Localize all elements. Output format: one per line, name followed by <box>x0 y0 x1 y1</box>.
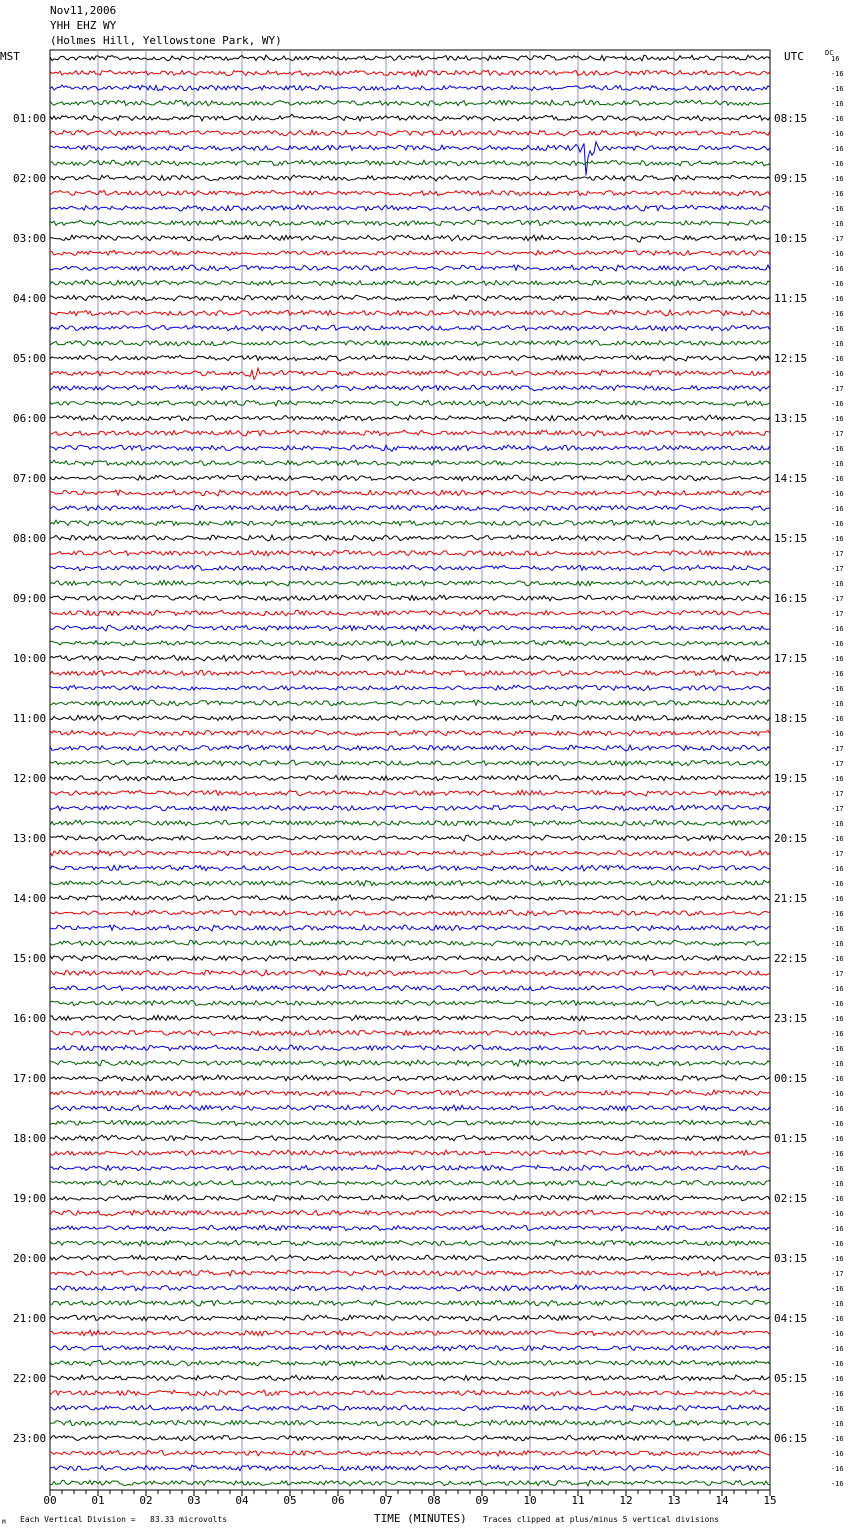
dc-offset-label: -16 <box>831 220 844 228</box>
seismic-trace <box>50 505 770 511</box>
seismic-trace <box>50 655 770 661</box>
right-time-label: 01:15 <box>774 1132 808 1145</box>
seismic-trace <box>50 1030 770 1036</box>
seismic-trace <box>50 355 770 361</box>
dc-offset-label: -16 <box>831 1315 844 1323</box>
x-tick-label: 15 <box>763 1494 777 1507</box>
dc-offset-label: -16 <box>831 250 844 258</box>
left-time-label: 01:00 <box>13 112 47 125</box>
left-time-label: 04:00 <box>13 292 47 305</box>
seismic-trace <box>50 160 770 166</box>
seismic-trace <box>50 595 770 601</box>
dc-offset-label: -16 <box>831 985 844 993</box>
seismic-trace <box>50 820 770 826</box>
left-time-label: 05:00 <box>13 352 47 365</box>
seismic-trace <box>50 640 770 646</box>
dc-offset-label: -16 <box>831 355 844 363</box>
left-time-label: 03:00 <box>13 232 47 245</box>
seismic-trace <box>50 985 770 990</box>
seismic-trace <box>50 685 770 690</box>
x-tick-label: 06 <box>331 1494 345 1507</box>
left-time-label: 14:00 <box>13 892 47 905</box>
dc-offset-label: -16 <box>831 1255 844 1263</box>
seismic-trace <box>50 880 770 886</box>
seismic-trace <box>50 415 770 421</box>
seismic-trace <box>50 1195 770 1201</box>
dc-offset-label: -16 <box>831 640 844 648</box>
dc-offset-label: -16 <box>831 1000 844 1008</box>
right-time-label: 18:15 <box>774 712 808 725</box>
left-time-label: 08:00 <box>13 532 47 545</box>
dc-offset-label: -17 <box>831 760 844 768</box>
seismic-trace <box>50 445 770 451</box>
dc-offset-label: -16 <box>831 445 844 453</box>
dc-offset-label: -16 <box>831 160 844 168</box>
x-tick-label: 07 <box>379 1494 393 1507</box>
right-time-label: 14:15 <box>774 472 808 485</box>
left-timezone-label: MST <box>0 50 20 63</box>
right-time-label: 20:15 <box>774 832 808 845</box>
right-time-label: 16:15 <box>774 592 808 605</box>
dc-offset-label: -17 <box>831 745 844 753</box>
dc-offset-label: -16 <box>831 1180 844 1188</box>
seismic-trace <box>50 565 770 571</box>
seismic-trace <box>50 1450 770 1456</box>
dc-offset-label: -16 <box>831 535 844 543</box>
dc-offset-label: -16 <box>831 70 844 78</box>
right-time-label: 05:15 <box>774 1372 808 1385</box>
seismic-trace <box>50 175 770 181</box>
dc-offset-label: -16 <box>831 1285 844 1293</box>
seismic-trace <box>50 142 770 176</box>
seismic-trace <box>50 730 770 736</box>
dc-label: DC <box>825 49 834 57</box>
seismic-trace <box>50 310 770 316</box>
seismic-trace <box>50 85 770 91</box>
dc-offset-label: -16 <box>831 415 844 423</box>
seismic-trace <box>50 940 770 946</box>
dc-offset-label: -16 <box>831 100 844 108</box>
left-time-label: 15:00 <box>13 952 47 965</box>
dc-offset-label: -16 <box>831 370 844 378</box>
dc-offset-label: -16 <box>831 940 844 948</box>
dc-offset-label: -16 <box>831 85 844 93</box>
seismic-trace <box>50 700 770 706</box>
seismic-trace <box>50 1330 770 1336</box>
seismic-trace <box>50 805 770 811</box>
dc-offset-label: -16 <box>831 310 844 318</box>
right-time-label: 04:15 <box>774 1312 808 1325</box>
x-tick-label: 03 <box>187 1494 201 1507</box>
seismic-trace <box>50 910 770 916</box>
dc-offset-label: -16 <box>831 835 844 843</box>
dc-offset-label: -16 <box>831 670 844 678</box>
seismic-trace <box>50 55 770 61</box>
dc-offset-label: -16 <box>831 505 844 513</box>
x-tick-label: 09 <box>475 1494 489 1507</box>
seismic-trace <box>50 190 770 196</box>
seismic-trace <box>50 1090 770 1096</box>
right-time-label: 09:15 <box>774 172 808 185</box>
seismic-trace <box>50 745 770 751</box>
dc-offset-label: -17 <box>831 610 844 618</box>
seismic-trace <box>50 1255 770 1261</box>
dc-offset-label: -16 <box>831 1420 844 1428</box>
dc-offset-label: -16 <box>831 1480 844 1488</box>
logo-mark: M <box>2 1519 6 1526</box>
seismic-trace <box>50 1135 770 1141</box>
dc-offset-label: -17 <box>831 235 844 243</box>
left-time-label: 10:00 <box>13 652 47 665</box>
seismic-trace <box>50 1000 770 1006</box>
seismic-trace <box>50 340 770 345</box>
seismic-trace <box>50 865 770 871</box>
left-time-label: 09:00 <box>13 592 47 605</box>
station-code: YHH EHZ WY <box>50 19 117 32</box>
seismic-trace <box>50 775 770 780</box>
dc-offset-label: -16 <box>831 400 844 408</box>
seismic-trace <box>50 520 770 526</box>
dc-offset-label: -16 <box>831 1195 844 1203</box>
x-tick-label: 13 <box>667 1494 681 1507</box>
right-time-label: 12:15 <box>774 352 808 365</box>
dc-offset-label: -17 <box>831 790 844 798</box>
x-tick-label: 02 <box>139 1494 153 1507</box>
dc-offset-label: -16 <box>831 1120 844 1128</box>
seismic-trace <box>50 1045 770 1051</box>
right-time-label: 13:15 <box>774 412 808 425</box>
right-time-label: 00:15 <box>774 1072 808 1085</box>
dc-offset-label: -16 <box>831 1030 844 1038</box>
dc-offset-label: -16 <box>831 655 844 663</box>
seismic-trace <box>50 325 770 331</box>
seismic-trace <box>50 100 770 106</box>
dc-offset-label: -16 <box>831 175 844 183</box>
seismic-trace <box>50 460 770 465</box>
seismic-trace <box>50 250 770 255</box>
left-time-label: 13:00 <box>13 832 47 845</box>
dc-offset-label: -16 <box>831 1360 844 1368</box>
left-time-label: 11:00 <box>13 712 47 725</box>
dc-offset-label: -16 <box>831 520 844 528</box>
seismic-trace <box>50 895 770 900</box>
seismic-trace <box>50 790 770 796</box>
dc-offset-label: -17 <box>831 385 844 393</box>
dc-offset-label: -16 <box>831 715 844 723</box>
right-time-label: 21:15 <box>774 892 808 905</box>
right-time-label: 03:15 <box>774 1252 808 1265</box>
station-location: (Holmes Hill, Yellowstone Park, WY) <box>50 34 282 47</box>
dc-offset-label: -16 <box>831 1045 844 1053</box>
seismic-trace <box>50 1150 770 1156</box>
dc-offset-label: -16 <box>831 730 844 738</box>
right-time-label: 11:15 <box>774 292 808 305</box>
left-time-label: 17:00 <box>13 1072 47 1085</box>
dc-offset-label: -16 <box>831 955 844 963</box>
dc-offset-label: -16 <box>831 880 844 888</box>
left-time-label: 23:00 <box>13 1432 47 1445</box>
dc-offset-label: -16 <box>831 1225 844 1233</box>
seismic-trace <box>50 580 770 586</box>
seismic-trace <box>50 1315 770 1321</box>
dc-offset-label: -16 <box>831 1060 844 1068</box>
seismic-trace <box>50 1480 770 1486</box>
dc-offset-label: -16 <box>831 1300 844 1308</box>
dc-offset-label: -16 <box>831 925 844 933</box>
seismic-trace <box>50 670 770 676</box>
vertical-division-note: Each Vertical Division = 83.33 microvolts <box>20 1515 228 1524</box>
dc-offset-label: -16 <box>831 130 844 138</box>
dc-offset-label: -16 <box>831 910 844 918</box>
left-time-label: 06:00 <box>13 412 47 425</box>
dc-offset-label: -16 <box>831 895 844 903</box>
dc-offset-label: -16 <box>831 265 844 273</box>
left-time-label: 22:00 <box>13 1372 47 1385</box>
seismic-trace <box>50 1180 770 1186</box>
x-tick-label: 11 <box>571 1494 585 1507</box>
seismic-trace <box>50 368 770 379</box>
dc-offset-label: -17 <box>831 1270 844 1278</box>
seismic-trace <box>50 1285 770 1291</box>
seismic-trace <box>50 265 770 271</box>
dc-offset-label: 16 <box>831 55 840 63</box>
left-time-label: 02:00 <box>13 172 47 185</box>
dc-offset-label: -16 <box>831 1330 844 1338</box>
seismic-trace <box>50 1360 770 1366</box>
dc-offset-label: -16 <box>831 775 844 783</box>
right-time-label: 22:15 <box>774 952 808 965</box>
seismic-trace <box>50 925 770 931</box>
dc-offset-label: -16 <box>831 115 844 123</box>
x-tick-label: 05 <box>283 1494 297 1507</box>
dc-offset-label: -16 <box>831 340 844 348</box>
dc-offset-label: -16 <box>831 1105 844 1113</box>
dc-offset-label: -16 <box>831 1465 844 1473</box>
dc-offset-label: -17 <box>831 970 844 978</box>
x-tick-label: 10 <box>523 1494 537 1507</box>
dc-offset-label: -17 <box>831 565 844 573</box>
dc-offset-label: -17 <box>831 850 844 858</box>
dc-offset-label: -17 <box>831 430 844 438</box>
dc-offset-label: -16 <box>831 295 844 303</box>
seismic-trace <box>50 715 770 720</box>
x-tick-label: 01 <box>91 1494 105 1507</box>
dc-offset-label: -16 <box>831 1150 844 1158</box>
seismic-trace <box>50 1405 770 1411</box>
dc-offset-label: -17 <box>831 805 844 813</box>
dc-offset-label: -16 <box>831 1375 844 1383</box>
x-axis-title: TIME (MINUTES) <box>374 1512 467 1525</box>
seismic-trace <box>50 295 770 301</box>
left-time-label: 18:00 <box>13 1132 47 1145</box>
seismic-trace <box>50 220 770 226</box>
right-time-label: 02:15 <box>774 1192 808 1205</box>
right-time-label: 15:15 <box>774 532 808 545</box>
dc-offset-label: -16 <box>831 460 844 468</box>
seismic-trace <box>50 1435 770 1441</box>
dc-offset-label: -16 <box>831 1015 844 1023</box>
seismic-trace <box>50 1120 770 1125</box>
right-time-label: 17:15 <box>774 652 808 665</box>
x-tick-label: 00 <box>43 1494 57 1507</box>
right-time-label: 08:15 <box>774 112 808 125</box>
dc-offset-label: -16 <box>831 280 844 288</box>
dc-offset-label: -16 <box>831 205 844 213</box>
seismic-trace <box>50 1345 770 1351</box>
dc-offset-label: -16 <box>831 190 844 198</box>
seismic-trace <box>50 1165 770 1171</box>
dc-offset-label: -16 <box>831 1405 844 1413</box>
seismic-trace <box>50 490 770 496</box>
seismic-trace <box>50 955 770 961</box>
dc-offset-label: -16 <box>831 145 844 153</box>
seismic-trace <box>50 1375 770 1381</box>
dc-offset-label: -16 <box>831 625 844 633</box>
seismic-trace <box>50 400 770 406</box>
dc-offset-label: -16 <box>831 1210 844 1218</box>
seismic-trace <box>50 1465 770 1471</box>
dc-offset-label: -16 <box>831 1075 844 1083</box>
left-time-label: 07:00 <box>13 472 47 485</box>
seismic-trace <box>50 970 770 976</box>
left-time-label: 20:00 <box>13 1252 47 1265</box>
left-time-label: 19:00 <box>13 1192 47 1205</box>
dc-offset-label: -16 <box>831 325 844 333</box>
seismic-trace <box>50 1420 770 1426</box>
seismic-trace <box>50 1210 770 1216</box>
dc-offset-label: -16 <box>831 1165 844 1173</box>
dc-offset-label: -16 <box>831 700 844 708</box>
seismic-trace <box>50 535 770 541</box>
seismic-trace <box>50 475 770 481</box>
seismic-trace <box>50 1105 770 1111</box>
right-time-label: 19:15 <box>774 772 808 785</box>
seismic-trace <box>50 1015 770 1021</box>
plot-date: Nov11,2006 <box>50 4 117 17</box>
dc-offset-label: -16 <box>831 1135 844 1143</box>
seismic-trace <box>50 1300 770 1306</box>
seismic-trace <box>50 430 770 436</box>
dc-offset-label: -16 <box>831 865 844 873</box>
dc-offset-label: -16 <box>831 1345 844 1353</box>
dc-offset-label: -16 <box>831 1435 844 1443</box>
seismic-trace <box>50 235 770 242</box>
seismic-trace <box>50 114 770 120</box>
dc-offset-label: -16 <box>831 475 844 483</box>
x-tick-label: 14 <box>715 1494 729 1507</box>
seismic-trace <box>50 835 770 841</box>
seismic-trace <box>50 1225 770 1231</box>
x-tick-label: 04 <box>235 1494 249 1507</box>
left-time-label: 12:00 <box>13 772 47 785</box>
dc-offset-label: -17 <box>831 550 844 558</box>
seismic-trace <box>50 385 770 391</box>
x-tick-label: 08 <box>427 1494 441 1507</box>
clipping-note: Traces clipped at plus/minus 5 vertical divisions <box>483 1515 720 1524</box>
right-time-label: 10:15 <box>774 232 808 245</box>
seismic-trace <box>50 130 770 136</box>
dc-offset-label: -16 <box>831 1390 844 1398</box>
dc-offset-label: -17 <box>831 595 844 603</box>
dc-offset-label: -16 <box>831 820 844 828</box>
right-timezone-label: UTC <box>784 50 804 63</box>
left-time-label: 16:00 <box>13 1012 47 1025</box>
dc-offset-label: -16 <box>831 685 844 693</box>
x-tick-label: 12 <box>619 1494 633 1507</box>
seismic-trace <box>50 1240 770 1246</box>
left-time-label: 21:00 <box>13 1312 47 1325</box>
dc-offset-label: -16 <box>831 1090 844 1098</box>
seismic-trace <box>50 70 770 76</box>
seismic-trace <box>50 850 770 856</box>
right-time-label: 23:15 <box>774 1012 808 1025</box>
seismic-trace <box>50 205 770 211</box>
dc-offset-label: -16 <box>831 490 844 498</box>
seismic-trace <box>50 1075 770 1081</box>
dc-offset-label: -16 <box>831 1240 844 1248</box>
seismic-trace <box>50 625 770 631</box>
dc-offset-label: -16 <box>831 1450 844 1458</box>
seismic-trace <box>50 550 770 555</box>
seismic-trace <box>50 760 770 766</box>
seismic-trace <box>50 1060 770 1067</box>
right-time-label: 06:15 <box>774 1432 808 1445</box>
seismic-trace <box>50 1390 770 1396</box>
seismic-trace <box>50 610 770 616</box>
seismic-trace <box>50 280 770 285</box>
seismic-trace <box>50 1270 770 1276</box>
dc-offset-label: -16 <box>831 580 844 588</box>
